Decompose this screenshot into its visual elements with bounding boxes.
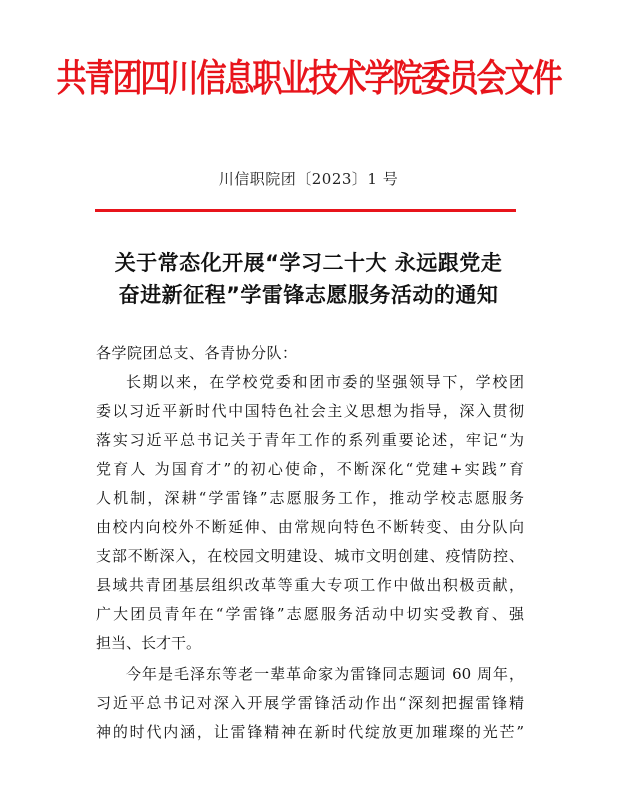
red-divider-rule [95,209,516,212]
document-title-line-2: 奋进新征程”学雷锋志愿服务活动的通知 [118,283,499,307]
paragraph-1-line: 党育人 为国育才”的初心使命，不断深化“党建+实践”育 [96,460,524,478]
paragraph-1-line: 落实习近平总书记关于青年工作的系列重要论述，牢记“为 [96,431,524,449]
document-number: 川信职院团〔2023〕1 号 [218,170,399,188]
document-masthead: 共青团四川信息职业技术学院委员会文件 [56,57,561,101]
paragraph-1-line: 支部不断深入，在校园文明建设、城市文明创建、疫情防控、 [96,547,524,565]
paragraph-1-line: 由校内向校外不断延伸、由常规向特色不断转变、由分队向 [96,518,524,536]
paragraph-1-line: 县域共青团基层组织改革等重大专项工作中做出积极贡献， [96,576,524,594]
paragraph-1 [96,368,524,658]
paragraph-1-line: 长期以来，在学校党委和团市委的坚强领导下，学校团 [126,373,524,391]
document-title [60,247,557,311]
document-body [96,339,524,747]
document-title-line-1: 关于常态化开展“学习二十大 永远跟党走 [114,251,503,275]
paragraph-1-line: 担当、长才干。 [96,634,202,652]
paragraph-1-line: 委以习近平新时代中国特色社会主义思想为指导，深入贯彻 [96,402,524,420]
paragraph-2-line: 神的时代内涵，让雷锋精神在新时代绽放更加璀璨的光芒” [96,723,524,741]
paragraph-1-line: 广大团员青年在“学雷锋”志愿服务活动中切实受教育、强 [96,605,524,623]
salutation: 各学院团总支、各青协分队： [96,344,298,362]
paragraph-2-line: 习近平总书记对深入开展学雷锋活动作出“深刻把握雷锋精 [96,694,524,712]
paragraph-2-line: 今年是毛泽东等老一辈革命家为雷锋同志题词 60 周年， [126,665,524,683]
paragraph-1-line: 人机制，深耕“学雷锋”志愿服务工作，推动学校志愿服务 [96,489,524,507]
paragraph-2 [96,660,524,747]
